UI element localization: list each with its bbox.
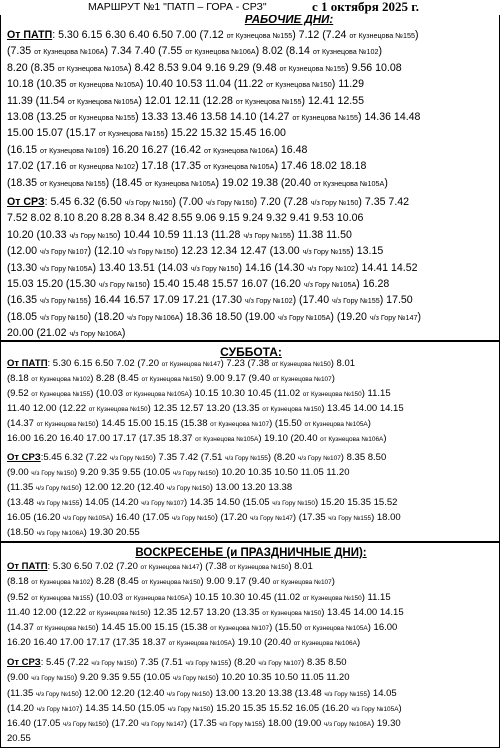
departure-label: От СРЗ (7, 196, 45, 208)
sunday-from-srz (7, 655, 495, 747)
route-title: МАРШРУТ №1 "ПАТП – ГОРА - СРЗ" (88, 1, 267, 13)
schedule-line: 16.40 (17.05 ч/з Гору №150) (17.20 ч/з Гору №147) (17.35 ч/з Гору №155) 18.00 (19.00 ч/з Гору №106А) 19.30 (7, 718, 401, 730)
weekdays-from-patp (7, 27, 495, 191)
schedule-line: 16.20 16.40 17.00 17.17 (17.35 18.37 от Кузнецова №105А) 19.10 (20.40 от Кузнецова №106А) (7, 637, 361, 649)
schedule-line: (18.05 ч/з Гору №150) (18.20 ч/з Гору №106А) 18.36 18.50 (19.00 ч/з Гору №105А) (19.20 ч/з Гору №147) (7, 310, 422, 323)
schedule-line: 16.00 16.20 16.40 17.00 17.17 (17.35 18.37 от Кузнецова №105А) 19.10 (20.40 от Кузнецова №106А) (7, 433, 387, 444)
departure-label: От ПАТП (7, 29, 53, 41)
departure-label: От ПАТП (7, 561, 48, 572)
weekdays-title: РАБОЧИЕ ДНИ: (244, 15, 334, 26)
schedule-line: 15.00 15.07 (15.17 от Кузнецова №155) 15.22 15.32 15.45 16.00 (7, 127, 286, 140)
schedule-line: (9.52 от Кузнецова №155) (10.03 от Кузнецова №105А) 10.15 10.30 10.45 (11.02 от Кузнецова №150) 11.15 (7, 591, 391, 603)
schedule-line: От ПАТП: 5.30 6.15 6.30 6.40 6.50 7.00 (7.12 от Кузнецова №155) 7.12 (7.24 от Кузнецова №155) (7, 29, 419, 41)
departure-label: От СРЗ (7, 657, 41, 668)
weekdays-section (0, 15, 500, 341)
schedule-line: 8.20 (8.35 от Кузнецова №105А) 8.42 8.53 9.04 9.16 9.29 (9.48 от Кузнецова №155) 9.56 10.08 (7, 61, 402, 74)
schedule-line: (16.35 ч/з Гору №155) 16.44 16.57 17.09 17.21 (17.30 ч/з Гору №102) (17.40 ч/з Гору №155) 17.50 (7, 294, 413, 307)
schedule-line: (7.35 от Кузнецова №106А) 7.34 7.40 (7.55 от Кузнецова №106А) 8.02 (8.14 от Кузнецова №102) (7, 45, 382, 58)
departure-label: От ПАТП (7, 358, 48, 369)
schedule-line: 11.40 12.00 (12.22 от Кузнецова №150) 12.35 12.57 13.20 (13.35 от Кузнецова №150) 13.45 14.00 14.15 (7, 606, 404, 618)
schedule-line: (13.48 ч/з Гору №155) 14.05 (14.20 ч/з Гору №107) 14.35 14.50 (15.05 ч/з Гору №150) 15.20 15.35 15.52 (7, 497, 398, 508)
schedule-line: (14.37 от Кузнецова №150) 14.45 15.00 15.15 (15.38 от Кузнецова №107) (15.50 от Кузнецова №105А) 16.00 (7, 622, 398, 634)
schedule-line: 11.39 (11.54 от Кузнецова №105А) 12.01 12.11 (12.28 от Кузнецова №155) 12.41 12.55 (7, 94, 364, 107)
schedule-line: 20.00 (21.02 ч/з Гору №106А) (7, 327, 126, 340)
schedule-line: 7.52 8.02 8.10 8.20 8.28 8.34 8.42 8.55 9.06 9.15 9.24 9.32 9.41 9.53 10.06 (7, 212, 364, 225)
schedule-line: (16.15 от Кузнецова №109) 16.20 16.27 (16.42 от Кузнецова №106А) 16.48 (7, 143, 308, 156)
saturday-section (0, 341, 500, 542)
schedule-line: 20.55 (7, 733, 31, 745)
schedule-line: От СРЗ:5.45 6.32 (7.22 ч/з Гору №150) 7.35 7.42 (7.51 ч/з Гору №155) (8.20 ч/з Гору №107) 8.35 8.50 (7, 452, 387, 463)
sunday-from-patp (7, 559, 495, 651)
schedule-line: (14.20 ч/з Гору №107) 14.35 14.50 (15.05 ч/з Гору №150) 15.20 15.35 15.52 16.05 (16.20 ч/з Гору №105А) (7, 702, 402, 714)
schedule-line: (8.18 от Кузнецова №102) 8.28 (8.45 от Кузнецова №150) 9.00 9.17 (9.40 от Кузнецова №107) (7, 373, 335, 384)
schedule-line: От СРЗ: 5.45 6.32 (6.50 ч/з Гору №150) (7.00 ч/з Гору №150) 7.20 (7.28 ч/з Гору №150) 7.35 7.42 (7, 196, 410, 208)
schedule-line: 15.03 15.20 (15.30 ч/з Гору №150) 15.40 15.48 15.57 16.07 (16.20 ч/з Гору №105А) 16.28 (7, 277, 390, 290)
schedule-line: 13.08 (13.25 от Кузнецова №155) 13.33 13.46 13.58 14.10 (14.27 от Кузнецова №155) 14.36 14.48 (7, 110, 421, 123)
saturday-title: СУББОТА: (220, 345, 282, 359)
schedule-line: 17.02 (17.16 от Кузнецова №102) 17.18 (17.35 от Кузнецова №105А) 17.46 18.02 18.18 (7, 160, 367, 173)
schedule-line: 16.05 (16.20 ч/з Гору №105А) 16.40 (17.05 ч/з Гору №150) (17.20 ч/з Гору №147) (17.35 ч/з Гору №155) 18.00 (7, 512, 401, 523)
sunday-section (0, 542, 500, 748)
schedule-line: 10.20 (10.33 ч/з Гору №150) 10.44 10.59 11.13 (11.28 ч/з Гору №155) 11.38 11.50 (7, 228, 352, 241)
schedule-line: (9.52 от Кузнецова №155) (10.03 от Кузнецова №105А) 10.15 10.30 10.45 (11.02 от Кузнецова №150) 11.15 (7, 388, 391, 399)
saturday-from-patp (7, 356, 495, 446)
schedule-line: (14.37 от Кузнецова №150) 14.45 15.00 15.15 (15.38 от Кузнецова №107) (15.50 от Кузнецова №105А) (7, 418, 371, 429)
schedule-line: (12.00 ч/з Гору №107) (12.10 ч/з Гору №150) 12.23 12.34 12.47 (13.00 ч/з Гору №155) 13.15 (7, 245, 384, 258)
schedule-line: (13.30 ч/з Гору №105А) 13.40 13.51 (14.03 ч/з Гору №150) 14.16 (14.30 ч/з Гору №102) 14.41 14.52 (7, 261, 418, 274)
page-header (0, 0, 502, 15)
schedule-line: 11.40 12.00 (12.22 от Кузнецова №150) 12.35 12.57 13.20 (13.35 от Кузнецова №150) 13.45 14.00 14.15 (7, 403, 404, 414)
sunday-title: ВОСКРЕСЕНЬЕ (и ПРАЗДНИЧНЫЕ ДНИ): (135, 547, 367, 559)
schedule-line: (11.35 ч/з Гору №150) 12.00 12.20 (12.40 ч/з Гору №150) 13.00 13.20 13.38 (13.48 ч/з Гору №155) 14.05 (7, 687, 397, 699)
schedule-line: (9.00 ч/з Гору №150) 9.20 9.35 9.55 (10.05 ч/з Гору №150) 10.20 10.35 10.50 11.05 11.20 (7, 467, 350, 478)
schedule-line: (11.35 ч/з Гору №150) 12.00 12.20 (12.40 ч/з Гору №150) 13.00 13.20 13.38 (7, 482, 293, 493)
effective-date: с 1 октября 2025 г. (312, 0, 419, 14)
departure-label: От СРЗ (7, 452, 41, 463)
schedule-line: (18.35 от Кузнецова №155) (18.45 от Кузнецова №105А) 19.02 19.38 (20.40 от Кузнецова №105А) (7, 176, 388, 189)
saturday-from-srz (7, 450, 495, 540)
schedule-line: От ПАТП: 5.30 6.15 6.50 7.02 (7.20 от Кузнецова №147) 7.23 (7.38 от Кузнецова №150) 8.01 (7, 358, 356, 369)
schedule-line: (18.50 ч/з Гору №106А) 19.30 20.55 (7, 527, 140, 538)
schedule-line: (9.00 ч/з Гору №150) 9.20 9.35 9.55 (10.05 ч/з Гору №150) 10.20 10.35 10.50 11.05 11.20 (7, 672, 350, 684)
schedule-line: 10.18 (10.35 от Кузнецова №105А) 10.40 10.53 11.04 (11.22 от Кузнецова №150) 11.29 (7, 78, 364, 91)
schedule-line: От СРЗ: 5.45 (7.22 ч/з Гору №150) 7.35 (7.51 ч/з Гору №155) (8.20 ч/з Гору №107) 8.35 8.50 (7, 657, 347, 668)
schedule-line: От ПАТП: 5.30 6.50 7.02 (7.20 от Кузнецова №147) (7.38 от Кузнецова №150) 8.01 (7, 561, 313, 572)
schedule-line: (8.18 от Кузнецова №102) 8.28 (8.45 от Кузнецова №150) 9.00 9.17 (9.40 от Кузнецова №107) (7, 576, 335, 588)
weekdays-from-srz (7, 194, 495, 341)
